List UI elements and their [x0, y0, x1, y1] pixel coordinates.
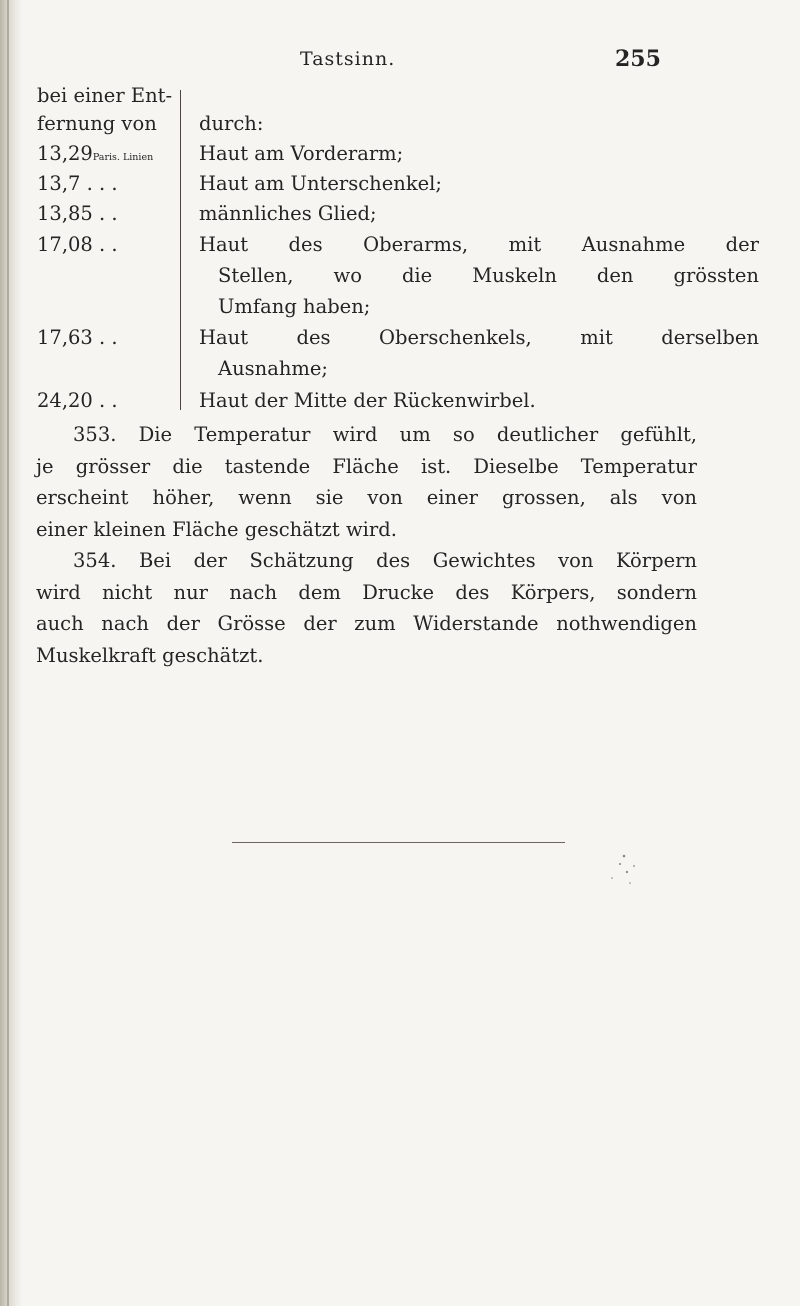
- running-title: Tastsinn.: [300, 48, 396, 70]
- paper-specks: [590, 850, 650, 890]
- end-rule: [232, 842, 565, 843]
- table-row-text: Haut am Unterschenkel;: [199, 172, 442, 195]
- table-row-text-line: Stellen, wo die Muskeln den grössten: [218, 264, 759, 287]
- column-divider: [180, 90, 181, 410]
- table-row-value: [37, 142, 153, 165]
- table-row-text: Haut der Mitte der Rückenwirbel.: [199, 389, 536, 412]
- text-line: einer kleinen Fläche geschätzt wird.: [36, 517, 397, 541]
- table-head-right: durch:: [199, 112, 264, 135]
- table-head-left-2: fernung von: [37, 112, 157, 135]
- page-number: 255: [615, 46, 661, 72]
- paragraph-354: [36, 545, 697, 671]
- table-row-value: 24,20 . .: [37, 389, 118, 412]
- paragraph-353: [36, 419, 697, 545]
- text-line: auch nach der Grösse der zum Widerstande nothwendigen: [36, 612, 697, 635]
- table-row-text: männliches Glied;: [199, 202, 377, 225]
- text-line: erscheint höher, wenn sie von einer grossen, als von: [36, 486, 697, 509]
- distance-unit: Paris. Linien: [92, 152, 154, 163]
- distance-value: 13,29: [37, 142, 93, 165]
- text-line: 354. Bei der Schätzung des Gewichtes von Körpern: [73, 549, 697, 572]
- distance-table: [0, 84, 800, 424]
- table-row-value: 13,7 . . .: [37, 172, 118, 195]
- table-row-text-line: Umfang haben;: [218, 295, 371, 318]
- table-row-text-line: Ausnahme;: [218, 357, 328, 380]
- text-line: 353. Die Temperatur wird um so deutlicher gefühlt,: [73, 423, 697, 446]
- table-row-text: Haut am Vorderarm;: [199, 142, 404, 165]
- table-head-left-1: bei einer Ent-: [37, 84, 173, 107]
- table-row-text-line: Haut des Oberschenkels, mit derselben: [199, 326, 759, 349]
- text-line: Muskelkraft geschätzt.: [36, 643, 264, 667]
- table-row-value: 13,85 . .: [37, 202, 118, 225]
- text-line: je grösser die tastende Fläche ist. Dieselbe Temperatur: [36, 454, 697, 478]
- table-row-text-line: Haut des Oberarms, mit Ausnahme der: [199, 233, 759, 256]
- table-row-value: 17,63 . .: [37, 326, 118, 349]
- table-row-value: 17,08 . .: [37, 233, 118, 256]
- text-line: wird nicht nur nach dem Drucke des Körpers, sondern: [36, 580, 697, 604]
